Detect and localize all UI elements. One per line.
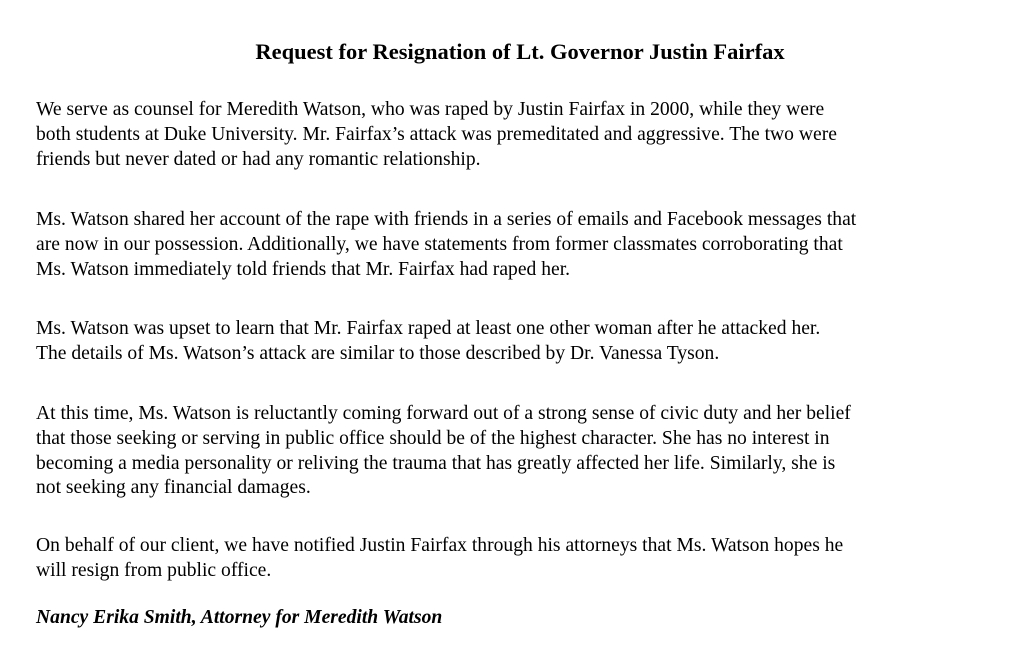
- paragraph-civic-duty: [36, 402, 1021, 501]
- paragraph-line: Ms. Watson shared her account of the rape with friends in a series of emails and Facebook messages that: [36, 209, 857, 230]
- paragraph-evidence: [36, 208, 1021, 282]
- signature-line: Nancy Erika Smith, Attorney for Meredith Watson: [36, 607, 443, 628]
- paragraph-line: At this time, Ms. Watson is reluctantly coming forward out of a strong sense of civic duty and her belief: [36, 403, 851, 424]
- paragraph-other-victim: [36, 317, 1021, 367]
- paragraph-line: are now in our possession. Additionally, we have statements from former classmates corroborating that: [36, 233, 843, 255]
- paragraph-line: friends but never dated or had any romantic relationship.: [36, 148, 481, 170]
- paragraph-line: We serve as counsel for Meredith Watson, who was raped by Justin Fairfax in 2000, while they were: [36, 99, 825, 120]
- paragraph-line: becoming a media personality or reliving the trauma that has greatly affected her life. Similarly, she is: [36, 452, 836, 474]
- paragraph-line: will resign from public office.: [36, 559, 272, 581]
- paragraph-line: Ms. Watson immediately told friends that Mr. Fairfax had raped her.: [36, 258, 571, 280]
- paragraph-line: The details of Ms. Watson’s attack are similar to those described by Dr. Vanessa Tyson.: [36, 342, 720, 364]
- document-title: Request for Resignation of Lt. Governor Justin Fairfax: [255, 39, 785, 64]
- paragraph-line: Ms. Watson was upset to learn that Mr. Fairfax raped at least one other woman after he attacked her.: [36, 318, 821, 339]
- paragraph-counsel-statement: [36, 98, 1021, 172]
- paragraph-line: On behalf of our client, we have notified Justin Fairfax through his attorneys that Ms. Watson hopes he: [36, 535, 844, 556]
- paragraph-line: not seeking any financial damages.: [36, 477, 311, 499]
- paragraph-line: that those seeking or serving in public office should be of the highest character. She has no interest in: [36, 427, 830, 449]
- paragraph-resignation-request: [36, 534, 1021, 584]
- paragraph-line: both students at Duke University. Mr. Fairfax’s attack was premeditated and aggressive. The two were: [36, 123, 837, 145]
